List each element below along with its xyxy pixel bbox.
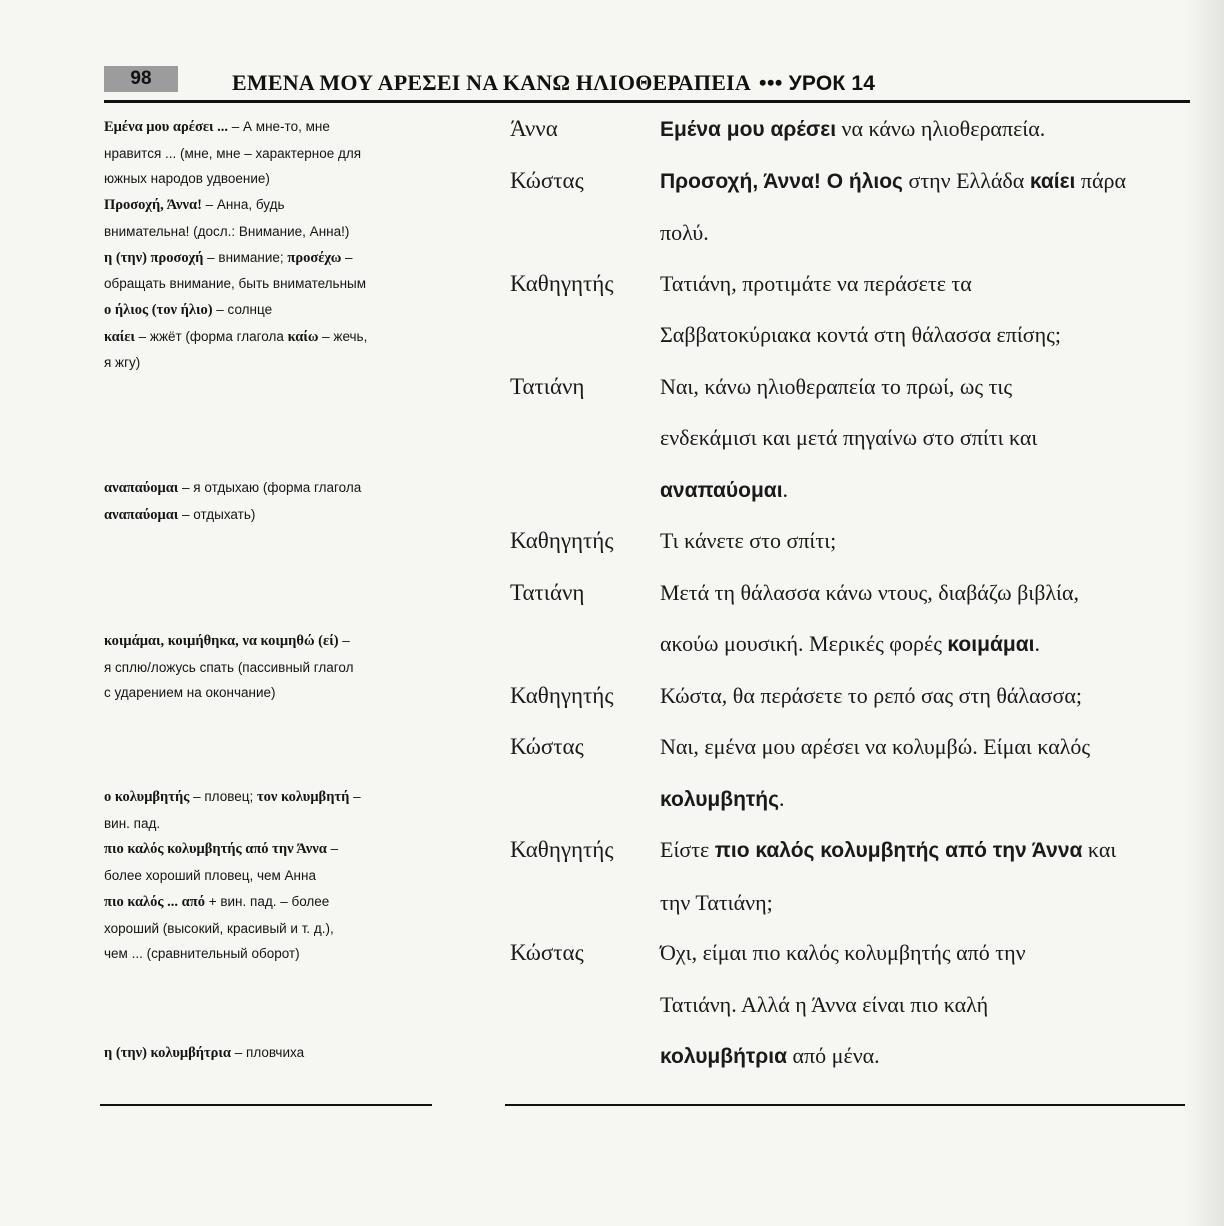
- bold-term: η (την) προσοχή: [104, 249, 204, 266]
- text-run: внимательна! (досл.: Внимание, Анна!): [104, 223, 350, 239]
- text-run: – отдыхать): [178, 506, 256, 522]
- vocab-entry: [104, 784, 434, 967]
- speech-line: [660, 567, 1200, 619]
- lesson-number: УРОК 14: [788, 72, 876, 95]
- text-run: обращать внимание, быть внимательным: [104, 276, 367, 292]
- speaker-name: Άννα: [510, 116, 558, 141]
- bold-term: αναπαύομαι: [660, 478, 783, 502]
- bold-term: η (την) κολυμβήτρια: [104, 1045, 231, 1061]
- bold-term: ο ήλιος (τον ήλιο): [104, 301, 213, 318]
- bold-term: Προσοχή, Άννα! Ο ήλιος: [660, 169, 903, 193]
- speech-line: [660, 515, 1200, 567]
- vocab-line: [104, 271, 434, 297]
- bold-term: αναπαύομαι: [104, 480, 179, 496]
- speech-text: [660, 103, 1200, 156]
- text-run: Τατιάνη, προτιμάτε να περάσετε τα: [660, 270, 972, 296]
- bold-term: κολυμβητής: [660, 787, 780, 811]
- bold-term: Εμένα μου αρέσει ...: [104, 119, 229, 135]
- text-run: πάρα: [1075, 167, 1127, 193]
- text-run: –: [341, 249, 353, 265]
- vocab-line: [104, 784, 434, 811]
- speaker-name: Κώστας: [510, 167, 584, 193]
- vocab-line: [104, 350, 434, 376]
- lesson-title: ΕΜΕΝΑ ΜΟΥ ΑΡΕΣΕΙ ΝΑ ΚΑΝΩ ΗΛΙΟΘΕΡΑΠΕΙΑ: [232, 70, 751, 95]
- vocab-line: [104, 628, 434, 655]
- bold-term: τον κολυμβητή: [256, 789, 350, 805]
- text-run: + вин. пад. – более: [204, 893, 330, 909]
- text-run: ακούω μουσική. Μερικές φορές: [660, 631, 948, 656]
- vocab-entry: [104, 475, 434, 528]
- vocab-line: [104, 655, 434, 681]
- text-run: Όχι, είμαι πιο καλός κολυμβητής από την: [660, 940, 1026, 965]
- page-title: [232, 70, 875, 96]
- speech-line: [660, 824, 1200, 877]
- text-run: южных народов удвоение): [104, 171, 270, 187]
- text-run: – А мне-то, мне: [228, 119, 330, 134]
- speech-text: [660, 927, 1200, 1083]
- bold-term: ο κολυμβητής: [104, 789, 190, 805]
- vocab-line: [104, 192, 434, 219]
- text-run: .: [1034, 631, 1040, 656]
- text-run: с ударением на окончание): [104, 685, 276, 701]
- text-run: πολύ.: [660, 220, 709, 245]
- text-run: .: [779, 785, 785, 811]
- speech-text: [660, 361, 1200, 517]
- text-run: ενδεκάμισι και μετά πηγαίνω στο σπίτι και: [660, 425, 1038, 450]
- text-run: Σαββατοκύριακα κοντά στη θάλασσα επίσης;: [660, 322, 1061, 347]
- text-run: нравится ... (мне, мне – характерное для: [104, 145, 362, 161]
- speech-line: [660, 207, 1200, 259]
- bold-term: κολυμβήτρια: [660, 1045, 788, 1068]
- vocab-line: [104, 916, 434, 942]
- vocab-line: [104, 1040, 434, 1067]
- bold-term: καίω: [287, 328, 319, 345]
- bold-term: πιο καλός κολυμβητής από την Άννα: [714, 839, 1083, 862]
- speech-line: [660, 670, 1200, 722]
- bold-term: πιο καλός κολυμβητής από την Άννα: [104, 841, 327, 858]
- text-run: – жечь,: [318, 328, 368, 344]
- vocab-line: [104, 680, 434, 706]
- vocab-line: [104, 836, 434, 863]
- footer-rule-left: [100, 1104, 432, 1106]
- vocab-line: [104, 166, 434, 192]
- vocab-line: [104, 889, 434, 916]
- text-run: –: [338, 633, 350, 648]
- speaker-name: Καθηγητής: [510, 682, 614, 708]
- text-run: Είστε: [660, 837, 715, 862]
- page-number: 98: [104, 66, 178, 92]
- vocab-entry: [104, 114, 434, 376]
- text-run: – я отдыхаю (форма глагола: [178, 480, 362, 495]
- speech-line: [660, 877, 1200, 929]
- text-run: –: [326, 841, 339, 857]
- text-run: από μένα.: [787, 1043, 880, 1068]
- speech-line: [660, 464, 1200, 517]
- speech-line: [660, 1030, 1200, 1083]
- speech-text: [660, 567, 1200, 671]
- text-run: Μετά τη θάλασσα κάνω ντους, διαβάζω βιβλία,: [660, 579, 1079, 605]
- bold-term: αναπαύομαι: [104, 506, 179, 523]
- text-run: хороший (высокий, красивый и т. д.),: [104, 920, 334, 936]
- vocab-line: [104, 475, 434, 502]
- speech-text: [660, 258, 1200, 361]
- text-run: я сплю/ложусь спать (пассивный глагол: [104, 659, 354, 675]
- vocab-line: [104, 245, 434, 272]
- speech-text: [660, 670, 1200, 722]
- speech-line: [660, 412, 1200, 464]
- text-run: –: [349, 789, 361, 804]
- speech-line: [660, 309, 1200, 361]
- vocab-line: [104, 141, 434, 167]
- text-run: – пловец;: [189, 789, 257, 804]
- vocab-line: [104, 219, 434, 245]
- vocab-line: [104, 941, 434, 967]
- vocab-line: [104, 502, 434, 529]
- text-run: – жжёт (форма глагола: [134, 328, 288, 344]
- vocab-line: [104, 114, 434, 141]
- footer-rule-right: [505, 1104, 1185, 1106]
- speaker-name: Καθηγητής: [510, 528, 614, 553]
- speaker-name: Κώστας: [510, 734, 584, 759]
- text-run: Ναι, κάνω ηλιοθεραπεία το πρωί, ως τις: [660, 373, 1013, 399]
- speaker-name: Τατιάνη: [510, 373, 585, 399]
- text-run: και: [1082, 837, 1117, 862]
- text-run: – пловчиха: [231, 1045, 305, 1060]
- vocab-line: [104, 297, 434, 324]
- vocab-line: [104, 811, 434, 837]
- text-run: .: [782, 476, 789, 502]
- text-run: – Анна, будь: [201, 197, 285, 213]
- bold-term: καίει: [104, 328, 135, 345]
- speech-line: [660, 258, 1200, 310]
- text-run: την Τατιάνη;: [660, 889, 773, 915]
- speech-line: [660, 103, 1200, 156]
- text-run: – внимание;: [203, 249, 288, 265]
- text-run: Ναι, εμένα μου αρέσει να κολυμβώ. Είμαι καλός: [660, 734, 1091, 759]
- speech-text: [660, 721, 1200, 825]
- bold-term: κοιμάμαι: [947, 633, 1035, 656]
- speech-text: [660, 824, 1200, 928]
- speaker-name: Καθηγητής: [510, 270, 614, 296]
- speech-line: [660, 618, 1200, 671]
- text-run: να κάνω ηλιοθεραπεία.: [836, 116, 1046, 141]
- text-run: στην Ελλάδα: [902, 167, 1030, 193]
- speaker-name: Καθηγητής: [510, 837, 614, 862]
- text-run: я жгу): [104, 355, 141, 371]
- bold-term: Προσοχή, Άννα!: [104, 197, 202, 214]
- speaker-name: Κώστας: [510, 940, 584, 965]
- text-run: более хороший пловец, чем Анна: [104, 868, 316, 884]
- speaker-name: Τατιάνη: [510, 579, 585, 605]
- speech-text: [660, 155, 1200, 259]
- speech-line: [660, 721, 1200, 773]
- bold-term: Εμένα μου αρέσει: [660, 118, 837, 141]
- speech-line: [660, 361, 1200, 413]
- vocab-entry: [104, 628, 434, 706]
- speech-line: [660, 979, 1200, 1031]
- text-run: Τι κάνετε στο σπίτι;: [660, 528, 837, 553]
- speech-line: [660, 927, 1200, 979]
- bold-term: κοιμάμαι, κοιμήθηκα, να κοιμηθώ (εί): [104, 633, 339, 649]
- bold-term: καίει: [1029, 169, 1076, 193]
- text-run: вин. пад.: [104, 815, 161, 831]
- text-run: чем ... (сравнительный оборот): [104, 946, 300, 962]
- vocab-line: [104, 324, 434, 351]
- text-run: – солнце: [212, 301, 273, 317]
- speech-text: [660, 515, 1200, 567]
- text-run: Τατιάνη. Αλλά η Άννα είναι πιο καλή: [660, 991, 989, 1017]
- speech-line: [660, 155, 1200, 208]
- speech-line: [660, 773, 1200, 826]
- bold-term: προσέχω: [287, 249, 342, 266]
- vocab-entry: [104, 1040, 434, 1067]
- header-bullets: •••: [758, 70, 783, 95]
- text-run: Κώστα, θα περάσετε το ρεπό σας στη θάλασσα;: [660, 682, 1082, 708]
- bold-term: πιο καλός ... από: [104, 893, 205, 910]
- vocab-line: [104, 863, 434, 889]
